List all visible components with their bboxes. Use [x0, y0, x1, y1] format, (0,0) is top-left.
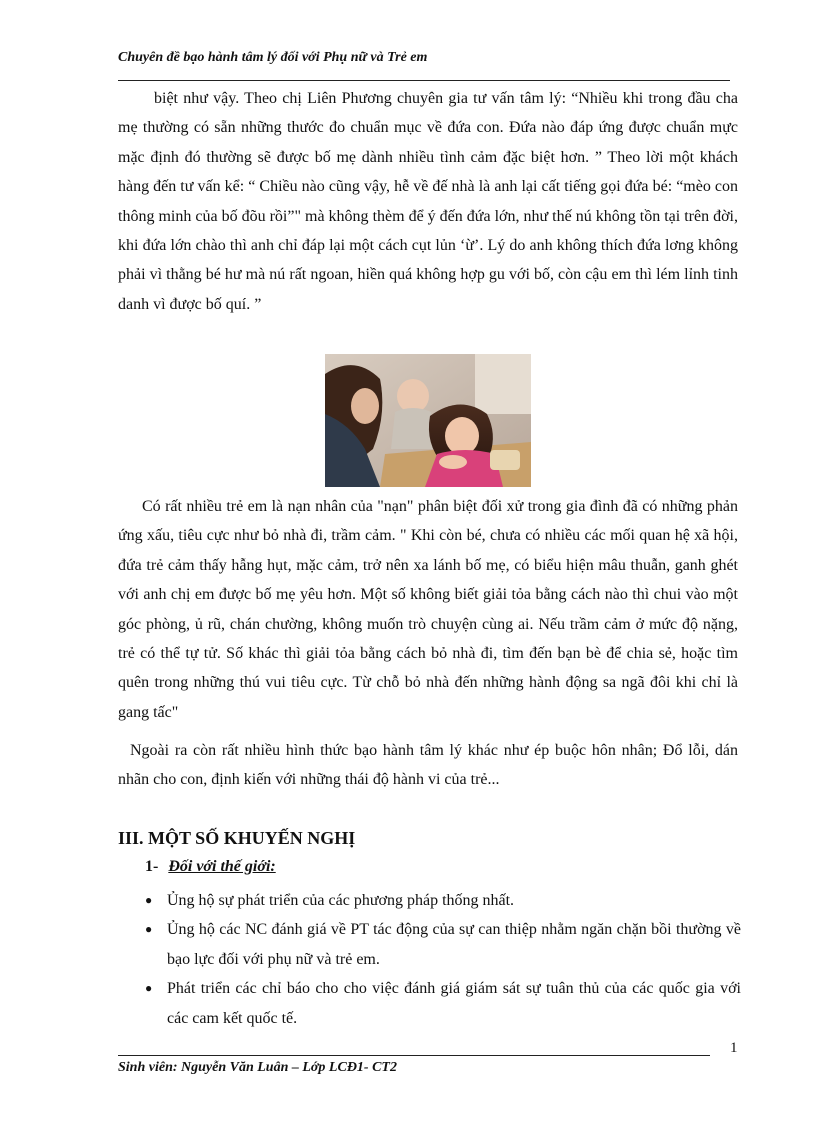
recommendation-list [145, 886, 741, 1033]
list-item [145, 886, 741, 915]
subsection-title [145, 858, 276, 876]
list-item-text: Ủng hộ các NC đánh giá về PT tác động của sự can thiệp nhằm ngăn chặn bồi thường về bạo lực đối với phụ nữ và trẻ em. [167, 921, 741, 968]
page-number: 1 [730, 1040, 738, 1056]
footer-divider [118, 1055, 710, 1056]
list-item-text: Phát triển các chỉ báo cho cho việc đánh giá giám sát sự tuân thủ của các quốc gia với các cam kết quốc tế. [167, 980, 741, 1027]
bullet-icon: ● [145, 981, 153, 996]
section-title: III. MỘT SỐ KHUYẾN NGHỊ [118, 828, 356, 848]
bullet-icon: ● [145, 893, 153, 907]
page-header: Chuyên đề bạo hành tâm lý đối với Phụ nữ và Trẻ em [118, 50, 428, 65]
subsection-number: 1- [145, 858, 159, 875]
bullet-icon: ● [145, 922, 153, 937]
paragraph-2: Có rất nhiều trẻ em là nạn nhân của "nạn" phân biệt đối xử trong gia đình đã có những phản ứng xấu, tiêu cực như bỏ nhà đi, trầm cảm. " Khi còn bé, chưa có nhiều các mối quan hệ xã hội, đứa trẻ cảm thấy hẫng hụt, mặc cảm, trở nên xa lánh bố mẹ, có biểu hiện mâu thuẫn, ganh ghét với anh chị em được bố mẹ yêu hơn. Một số không biết giải tỏa bằng cách nào thì chui vào một góc phòng, ủ rũ, chán chường, không muốn trò chuyện cùng ai. Nếu trầm cảm ở mức độ nặng, trẻ có thể tự tử. Số khác thì giải tỏa bằng cách bỏ nhà đi, tìm đến bạn bè để chia sẻ, hoặc tìm quên trong những thú vui tiêu cực. Từ chỗ bỏ nhà đến những hành động sa ngã đôi khi chỉ là gang tấc" [118, 498, 738, 721]
list-item [145, 974, 741, 1033]
family-photo [325, 354, 531, 487]
paragraph-1: biệt như vậy. Theo chị Liên Phương chuyên gia tư vấn tâm lý: “Nhiều khi trong đầu cha mẹ thường có sẵn những thước đo chuẩn mục về đứa con. Đứa nào đáp ứng được chuẩn mực mặc định đó thường sẽ được bố mẹ dành nhiều tình cảm đặc biệt hơn. ” Theo lời một khách hàng đến tư vấn kể: “ Chiều nào cũng vậy, hễ về đế nhà là anh lại cất tiếng gọi đứa bé: “mèo con thông minh của bố đõu rồi”" mà không thèm để ý đến đứa lớn, như thế nú không tồn tại trên đời, khi đứa lớn chào thì anh chỉ đáp lại một cách cụt lủn ‘ừ’. Lý do anh không thích đứa lơng không phải vì thằng bé hư mà nú rất ngoan, hiền quá không hợp gu với bố, còn cậu em thì lém lỉnh tinh danh vì được bố quí. ” [118, 90, 738, 313]
list-item [145, 915, 741, 974]
header-divider [118, 80, 730, 81]
list-item-text: Ủng hộ sự phát triển của các phương pháp thống nhất. [167, 892, 515, 909]
paragraph-3: Ngoài ra còn rất nhiều hình thức bạo hành tâm lý khác như ép buộc hôn nhân; Đổ lỗi, dán nhãn cho con, định kiến với những thái độ hành vi của trẻ... [118, 742, 738, 789]
page-footer: Sinh viên: Nguyễn Văn Luân – Lớp LCĐ1- CT2 [118, 1060, 397, 1075]
subsection-label: Đối với thế giới: [168, 858, 276, 875]
